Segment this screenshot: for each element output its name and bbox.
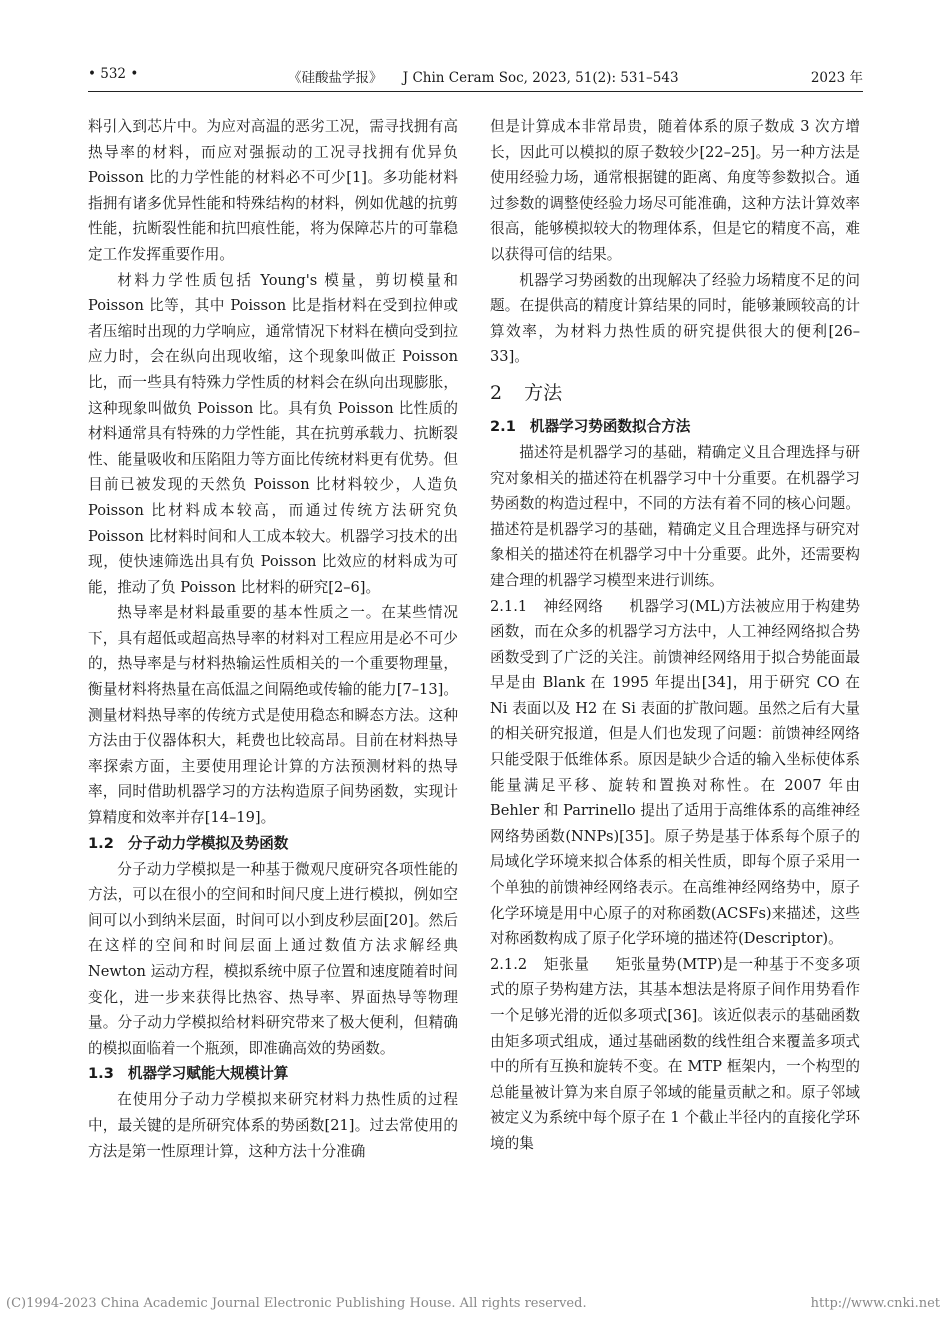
- subsection-title: 神经网络: [543, 597, 604, 615]
- header-rule: [88, 91, 863, 92]
- subsection-2-1-1: [490, 594, 860, 952]
- section-number: 1.3: [88, 1065, 114, 1083]
- right-paragraph-1: 但是计算成本非常昂贵，随着体系的原子数成 3 次方增长，因此可以模拟的原子数较少[22–25]。另一种方法是使用经验力场，通常根据键的距离、角度等参数拟合。通过参数的调整使经验力场尽可能准确，这种方法计算效率很高，能够模拟较大的物理体系，但是它的精度不高，难以获得可信的结果。: [490, 118, 860, 263]
- running-header: [88, 66, 863, 88]
- section-number: 1.2: [88, 834, 114, 852]
- right-column: [490, 114, 860, 1157]
- subsection-body: 机器学习(ML)方法被应用于构建势函数，而在众多的机器学习方法中，人工神经网络拟合势函数受到了广泛的关注。前馈神经网络用于拟合势能面最早是由 Blank 在 1995 年提出[34]，用于研究 CO 在 Ni 表面以及 H2 在 Si 表面的扩散问题。虽然之后有大量的相关研究报道，但是人们也发现了问题：前馈神经网络只能受限于低维体系。原因是缺少合适的输入坐标使体系能量满足平移、旋转和置换对称性。在 2007 年由 Behler 和 Parrinello 提出了适用于高维体系的高维神经网络势函数(NNPs)[35]。原子势是基于体系每个原子的局域化学环境来拟合体系的相关性质，即每个原子采用一个单独的前馈神经网络表示。在高维神经网络势中，原子化学环境是用中心原子的对称函数(ACSFs)来描述，这些对称函数构成了原子化学环境的描述符(Descriptor)。: [490, 597, 860, 948]
- page-number: • 532 •: [88, 66, 139, 82]
- section-heading-1-2: [88, 831, 458, 857]
- left-paragraph-4: 分子动力学模拟是一种基于微观尺度研究各项性能的方法，可以在很小的空间和时间尺度上进行模拟，例如空间可以小到纳米层面，时间可以小到皮秒层面[20]。然后在这样的空间和时间层面上通过数值方法求解经典 Newton 运动方程，模拟系统中原子位置和速度随着时间变化，进一步来获得比热容、热导率、界面热导等物理量。分子动力学模拟给材料研究带来了极大便利，但精确的模拟面临着一个瓶颈，即准确高效的势函数。: [88, 860, 458, 1057]
- section-title: 方法: [524, 381, 563, 404]
- journal-citation: 《硅酸盐学报》 J Chin Ceram Soc, 2023, 51(2): 531–543: [288, 70, 679, 86]
- copyright-text: (C)1994-2023 China Academic Journal Electronic Publishing House. All rights reserved.: [6, 1296, 587, 1311]
- section-heading-2: [490, 378, 860, 408]
- subsection-2-1-2: [490, 952, 860, 1157]
- section-title: 机器学习势函数拟合方法: [529, 417, 691, 435]
- section-heading-1-3: [88, 1061, 458, 1087]
- copyright-footer: [0, 1296, 950, 1318]
- left-column: [88, 114, 458, 1164]
- right-paragraph-2: 机器学习势函数的出现解决了经验力场精度不足的问题。在提供高的精度计算结果的同时，能够兼顾较高的计算效率，为材料力热性质的研究提供很大的便利[26–33]。: [490, 271, 860, 366]
- section-number: 2.1: [490, 417, 516, 435]
- left-paragraph-1: 料引入到芯片中。为应对高温的恶劣工况，需寻找拥有高热导率的材料，而应对强振动的工况寻找拥有优异负 Poisson 比的力学性能的材料必不可少[1]。多功能材料指拥有诸多优异性能和特殊结构的材料，例如优越的抗剪性能，抗断裂性能和抗凹痕性能，将为保障芯片的可靠稳定工作发挥重要作用。: [88, 118, 458, 263]
- left-paragraph-2: 材料力学性质包括 Young's 模量，剪切模量和 Poisson 比等，其中 Poisson 比是指材料在受到拉伸或者压缩时出现的力学响应，通常情况下材料在横向受到拉应力时，会在纵向出现收缩，这个现象叫做正 Poisson 比，而一些具有特殊力学性质的材料会在纵向出现膨胀，这种现象叫做负 Poisson 比。具有负 Poisson 比性质的材料通常具有特殊的力学性能，其在抗剪承载力、抗断裂性、能量吸收和压陷阻力等方面比传统材料更有优势。但目前已被发现的天然负 Poisson 比材料较少，人造负 Poisson 比材料成本较高，而通过传统方法研究负 Poisson 比材料时间和人工成本较大。机器学习技术的出现，使快速筛选出具有负 Poisson 比效应的材料成为可能，推动了负 Poisson 比材料的研究[2–6]。: [88, 271, 458, 596]
- header-year: 2023 年: [810, 70, 863, 86]
- subsection-number: 2.1.1: [490, 597, 528, 615]
- subsection-body: 矩张量势(MTP)是一种基于不变多项式的原子势构建方法，其基本想法是将原子间作用势看作一个足够光滑的近似多项式[36]。该近似表示的基础函数由矩多项式组成，通过基础函数的线性组合来覆盖多项式中的所有互换和旋转不变。在 MTP 框架内，一个构型的总能量被计算为来自原子邻域的能量贡献之和。原子邻域被定义为系统中每个原子在 1 个截止半径内的直接化学环境的集: [490, 955, 860, 1152]
- section-title: 分子动力学模拟及势函数: [127, 834, 289, 852]
- subsection-number: 2.1.2: [490, 955, 528, 973]
- left-paragraph-5: 在使用分子动力学模拟来研究材料力热性质的过程中，最关键的是所研究体系的势函数[21]。过去常使用的方法是第一性原理计算，这种方法十分准确: [88, 1091, 458, 1160]
- cnki-link[interactable]: http://www.cnki.net: [810, 1296, 940, 1311]
- left-paragraph-3: 热导率是材料最重要的基本性质之一。在某些情况下，具有超低或超高热导率的材料对工程应用是必不可少的，热导率是与材料热输运性质相关的一个重要物理量，衡量材料将热量在高低温之间隔绝或传输的能力[7–13]。测量材料热导率的传统方式是使用稳态和瞬态方法。这种方法由于仪器体积大，耗费也比较高昂。目前在材料热导率探索方面，主要使用理论计算的方法预测材料的热导率，同时借助机器学习的方法构造原子间势函数，实现计算精度和效率并存[14–19]。: [88, 604, 458, 827]
- subsection-title: 矩张量: [543, 955, 590, 973]
- right-paragraph-3: 描述符是机器学习的基础，精确定义且合理选择与研究对象相关的描述符在机器学习中十分重要。在机器学习势函数的构造过程中，不同的方法有着不同的核心问题。描述符是机器学习的基础，精确定义且合理选择与研究对象相关的描述符在机器学习中十分重要。此外，还需要构建合理的机器学习模型来进行训练。: [490, 443, 860, 589]
- section-heading-2-1: [490, 414, 860, 440]
- section-title: 机器学习赋能大规模计算: [127, 1065, 289, 1083]
- section-number: 2: [490, 381, 503, 404]
